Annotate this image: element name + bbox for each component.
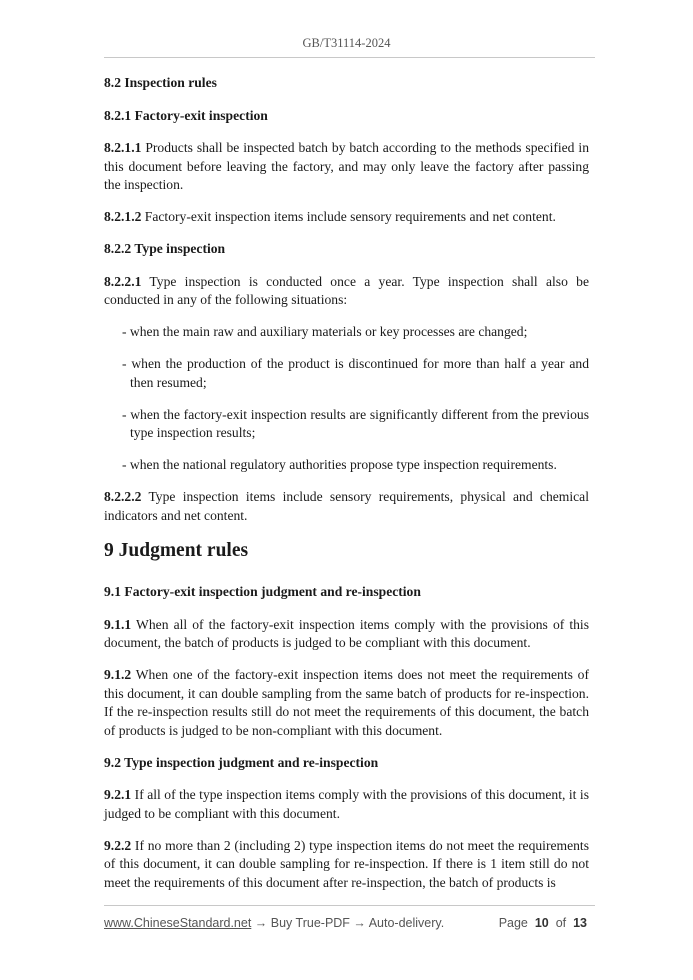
clause-9-1-2 xyxy=(104,666,589,740)
clause-8-2-1-1 xyxy=(104,139,589,195)
list-item: - when the production of the product is discontinued for more than half a year and then resumed; xyxy=(122,356,589,390)
list-item: - when the main raw and auxiliary materials or key processes are changed; xyxy=(122,324,528,339)
page-total: 13 xyxy=(573,916,587,930)
heading-9: 9 Judgment rules xyxy=(104,540,249,561)
heading-8-2-1: 8.2.1 Factory-exit inspection xyxy=(104,107,268,123)
page-footer xyxy=(104,916,595,930)
clause-text: Type inspection is conducted once a year. Type inspection shall also be conducted in any of the following situations: xyxy=(104,273,589,307)
header-divider xyxy=(104,57,595,58)
clause-text: Products shall be inspected batch by batch according to the methods specified in this document before leaving the factory, and may only leave the factory after passing the inspection. xyxy=(104,140,589,192)
page-of-label: of xyxy=(555,916,567,930)
clause-9-2-2 xyxy=(104,837,589,893)
list-item: - when the national regulatory authorities propose type inspection requirements. xyxy=(122,457,557,472)
clause-number: 9.1.1 xyxy=(104,616,132,632)
clause-8-2-1-2 xyxy=(104,208,589,227)
footer-divider xyxy=(104,905,595,906)
page-current: 10 xyxy=(534,916,549,930)
page-label: Page xyxy=(498,916,528,930)
clause-text: Type inspection items include sensory requirements, physical and chemical indicators and net content. xyxy=(104,489,589,523)
list-item: - when the factory-exit inspection results are significantly different from the previous type inspection results; xyxy=(122,406,589,440)
footer-tagline: → Buy True-PDF → Auto-delivery. xyxy=(251,916,445,930)
site-link[interactable]: www.ChineseStandard.net xyxy=(104,916,252,930)
clause-text: When one of the factory-exit inspection items does not meet the requirements of this document, it can double sampling from the same batch of products for re-inspection. If the re-inspection results still do not meet the requirements of this document, the batch of products is judged to be non-compliant with this document. xyxy=(104,667,589,738)
clause-8-2-2-2 xyxy=(104,488,589,525)
clause-number: 8.2.1.1 xyxy=(104,140,142,155)
footer-promo xyxy=(104,916,444,930)
clause-number: 8.2.2.2 xyxy=(104,489,142,504)
clause-number: 9.1.2 xyxy=(104,667,132,682)
heading-9-1: 9.1 Factory-exit inspection judgment and re-inspection xyxy=(104,584,421,599)
page-header xyxy=(0,36,693,51)
page-number xyxy=(499,916,595,930)
heading-8-2: 8.2 Inspection rules xyxy=(104,75,217,90)
heading-9-2: 9.2 Type inspection judgment and re-inspection xyxy=(104,754,379,770)
heading-8-2-2: 8.2.2 Type inspection xyxy=(104,241,226,256)
clause-9-1-1 xyxy=(104,616,589,653)
clause-number: 8.2.1.2 xyxy=(104,209,142,224)
clause-text: If all of the type inspection items comply with the provisions of this document, it is judged to be compliant with this document. xyxy=(104,787,589,821)
clause-8-2-2-1 xyxy=(104,273,589,310)
clause-text: Factory-exit inspection items include sensory requirements and net content. xyxy=(141,209,556,224)
clause-number: 8.2.2.1 xyxy=(104,273,142,289)
document-code: GB/T31114-2024 xyxy=(302,36,391,50)
clause-number: 9.2.1 xyxy=(104,787,132,802)
clause-text: If no more than 2 (including 2) type inspection items do not meet the requirements of this document, it can double sampling for re-inspection. If there is 1 item still do not meet the requirements of this document after re-inspection, the batch of products is xyxy=(104,837,589,890)
document-body xyxy=(104,74,589,906)
clause-number: 9.2.2 xyxy=(104,837,132,853)
clause-9-2-1 xyxy=(104,786,589,823)
clause-text: When all of the factory-exit inspection items comply with the provisions of this document, the batch of products is judged to be compliant with this document. xyxy=(104,616,589,650)
